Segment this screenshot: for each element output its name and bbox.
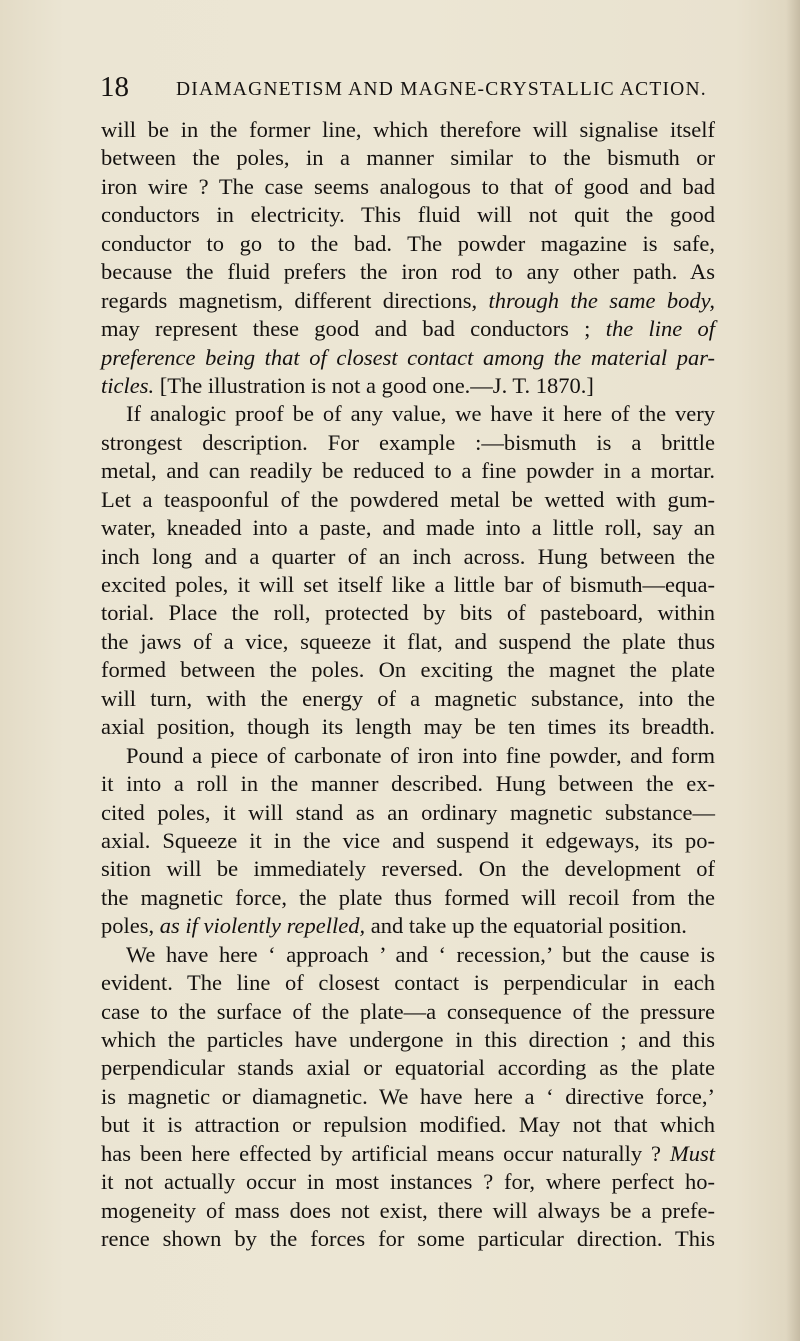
text-run: poles, [101,913,160,939]
text-run: conductors in electricity. This fluid will not quit the good [101,202,715,228]
text-line [101,799,715,827]
text-line [101,1054,715,1082]
running-head-title: DIAMAGNETISM AND MAGNE-CRYSTALLIC ACTION. [176,79,707,100]
text-line [101,571,715,599]
text-run: conductor to go to the bad. The powder magazine is safe, [101,230,715,256]
text-line [101,400,715,428]
text-line [101,1168,715,1196]
text-line [101,258,715,286]
text-run: torial. Place the roll, protected by bits of pasteboard, within [101,600,715,626]
text-run: Pound a piece of carbonate of iron into fine powder, and form [126,742,715,768]
text-run: because the fluid prefers the iron rod to any other path. As [101,259,715,285]
text-line [101,201,715,229]
text-run: between the poles, in a manner similar to the bismuth or [101,145,715,171]
text-run: is magnetic or diamagnetic. We have here a ‘ directive force,’ [101,1083,715,1109]
text-run: which the particles have undergone in this direction ; and this [101,1027,715,1052]
text-line [101,372,715,400]
text-run: but it is attraction or repulsion modified. May not that which [101,1112,715,1138]
text-line [101,1083,715,1111]
italic-text-run: as if violently repelled, [159,913,366,939]
text-run: has been here effected by artificial means occur naturally ? [101,1140,670,1166]
text-line [101,429,715,457]
text-line [101,998,715,1026]
text-run: case to the surface of the plate—a consequence of the pressure [101,998,715,1024]
text-run: mogeneity of mass does not exist, there will always be a prefe- [101,1197,715,1223]
page-edge-shadow [786,0,800,1341]
text-run: the jaws of a vice, squeeze it flat, and suspend the plate thus [101,628,715,654]
text-run: Let a teaspoonful of the powdered metal be wetted with gum- [101,486,715,512]
text-line [101,827,715,855]
italic-text-run: preference being that of closest contact among the material par- [101,344,715,370]
text-line [101,599,715,627]
text-run: inch long and a quarter of an inch across. Hung between the [101,543,715,569]
italic-text-run: ticles. [101,372,155,398]
body-text [101,116,715,1254]
text-run: and take up the equatorial position. [365,913,687,939]
text-line [101,1026,715,1054]
text-line [101,486,715,514]
italic-text-run: through the same body, [488,287,715,313]
text-line [101,1225,715,1253]
text-line [101,315,715,343]
text-run: evident. The line of closest contact is perpendicular in each [101,970,715,996]
text-run: [The illustration is not a good one.—J. T. 1870.] [154,372,594,398]
text-line [101,855,715,883]
text-line [101,969,715,997]
text-line [101,173,715,201]
text-line [101,514,715,542]
text-line [101,144,715,172]
text-line [101,912,715,940]
text-run: iron wire ? The case seems analogous to that of good and bad [101,173,715,199]
text-run: axial position, though its length may be ten times its breadth. [101,714,715,740]
text-run: it not actually occur in most instances ? for, where perfect ho- [101,1169,715,1195]
text-line [101,884,715,912]
text-line [101,742,715,770]
text-run: will turn, with the energy of a magnetic substance, into the [101,685,715,711]
text-line [101,344,715,372]
text-run: may represent these good and bad conductors ; [101,316,606,342]
running-head [100,70,720,104]
text-line [101,287,715,315]
text-run: rence shown by the forces for some particular direction. This [101,1226,715,1252]
text-line [101,230,715,258]
page-number: 18 [100,71,129,103]
text-line [101,656,715,684]
text-run: metal, and can readily be reduced to a fine powder in a mortar. [101,458,715,484]
text-line [101,1197,715,1225]
text-line [101,116,715,144]
text-run: strongest description. For example :—bismuth is a brittle [101,429,715,455]
text-run: sition will be immediately reversed. On the development of [101,856,715,882]
text-run: perpendicular stands axial or equatorial according as the plate [101,1055,715,1081]
text-line [101,941,715,969]
italic-text-run: the line of [605,316,715,342]
text-line [101,628,715,656]
text-run: axial. Squeeze it in the vice and suspend it edgeways, its po- [101,827,715,853]
italic-text-run: Must [670,1140,715,1166]
text-run: formed between the poles. On exciting the magnet the plate [101,657,715,683]
text-run: it into a roll in the manner described. Hung between the ex- [101,771,715,797]
text-run: water, kneaded into a paste, and made into a little roll, say an [101,515,715,541]
text-run: regards magnetism, different directions, [101,287,489,313]
text-run: the magnetic force, the plate thus formed will recoil from the [101,884,715,910]
text-run: cited poles, it will stand as an ordinary magnetic substance— [101,799,715,825]
text-line [101,1111,715,1139]
text-run: will be in the former line, which therefore will signalise itself [101,117,715,142]
text-line [101,713,715,741]
text-line [101,685,715,713]
text-run: We have here ‘ approach ’ and ‘ recession,’ but the cause is [126,941,715,967]
text-run: excited poles, it will set itself like a little bar of bismuth—equa- [101,572,715,597]
text-line [101,1140,715,1168]
text-line [101,457,715,485]
text-run: If analogic proof be of any value, we have it here of the very [126,401,715,427]
text-line [101,543,715,571]
text-line [101,770,715,798]
